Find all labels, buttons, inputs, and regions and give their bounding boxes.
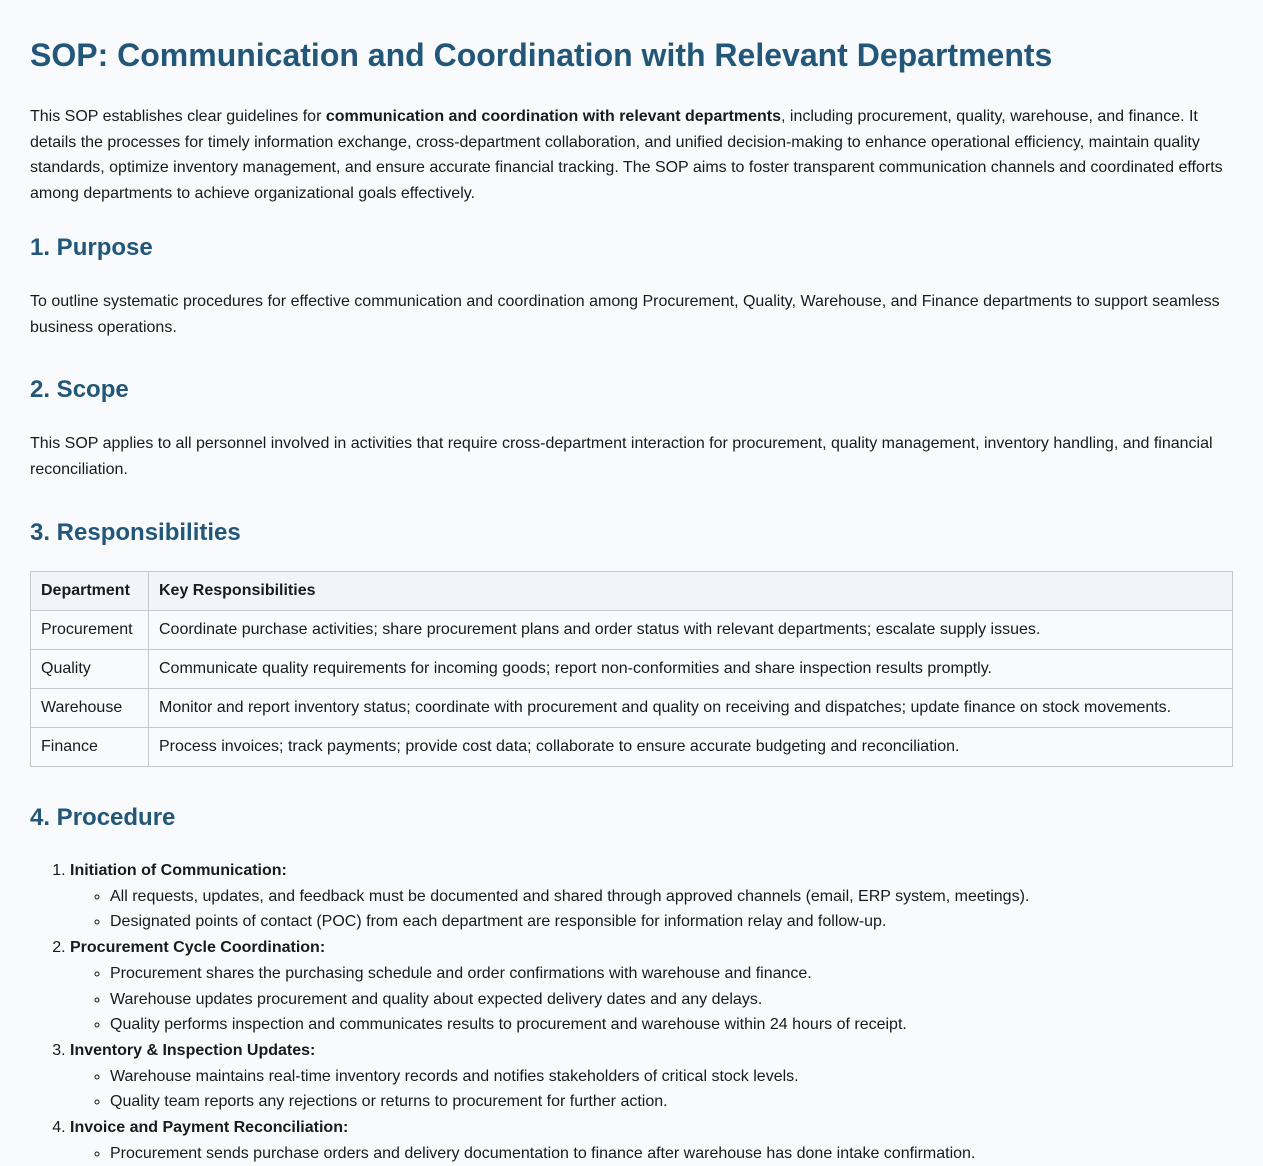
department-cell: Procurement <box>31 611 149 650</box>
table-row <box>31 728 1233 767</box>
list-item: ◦ Procurement shares the purchasing schedule and order confirmations with warehouse and finance. <box>110 961 1233 987</box>
step-title: Inventory & Inspection Updates: <box>70 1041 316 1059</box>
table-header-row <box>31 572 1233 611</box>
step-title: Procurement Cycle Coordination: <box>70 939 326 957</box>
procedure-steps-list <box>30 858 1233 1166</box>
column-header-key-responsibilities: Key Responsibilities <box>149 572 1233 611</box>
list-item: ◦ All requests, updates, and feedback must be documented and shared through approved channels (email, ERP system, meetings). <box>110 884 1233 910</box>
intro-text-bold: communication and coordination with relevant departments <box>325 108 782 125</box>
step-items-list <box>70 1064 1233 1115</box>
responsibility-cell: Communicate quality requirements for incoming goods; report non-conformities and share inspection results promptly. <box>149 650 1233 689</box>
responsibility-cell: Process invoices; track payments; provide cost data; collaborate to ensure accurate budgeting and reconciliation. <box>149 728 1233 767</box>
intro-text-after: , including procurement, quality, warehouse, and finance. It details the processes for timely information exchange, cross-department collaboration, and unified decision-making to enhance operational efficiency, maintain quality standards, optimize inventory management, and ensure accurate financial tracking. The SOP aims to foster transparent communication channels and coordinated efforts among departments to achieve organizational goals effectively. <box>30 108 1223 202</box>
department-cell: Quality <box>31 650 149 689</box>
purpose-heading: 1. Purpose <box>30 234 153 261</box>
page-title: SOP: Communication and Coordination with Relevant Departments <box>30 37 1053 73</box>
scope-heading: 2. Scope <box>30 376 129 403</box>
purpose-text: To outline systematic procedures for effective communication and coordination among Procurement, Quality, Warehouse, and Finance departments to support seamless business operations. <box>30 293 1220 336</box>
table-row <box>31 689 1233 728</box>
procedure-step <box>70 858 1233 935</box>
responsibilities-heading: 3. Responsibilities <box>30 519 241 546</box>
list-item: ◦ Quality performs inspection and communicates results to procurement and warehouse within 24 hours of receipt. <box>110 1012 1233 1038</box>
table-row <box>31 650 1233 689</box>
intro-text-before: This SOP establishes clear guidelines for <box>30 108 326 125</box>
department-cell: Warehouse <box>31 689 149 728</box>
step-items-list <box>70 884 1233 935</box>
list-item: ◦ Warehouse updates procurement and quality about expected delivery dates and any delays. <box>110 987 1233 1013</box>
step-title: Invoice and Payment Reconciliation: <box>70 1119 349 1137</box>
procedure-step <box>70 935 1233 1038</box>
step-title: Initiation of Communication: <box>70 862 287 879</box>
step-items-list <box>70 961 1233 1038</box>
table-row <box>31 611 1233 650</box>
procedure-heading: 4. Procedure <box>30 804 176 831</box>
procedure-step <box>70 1115 1233 1166</box>
intro-paragraph <box>30 104 1233 206</box>
column-header-department: Department <box>31 572 149 611</box>
responsibility-cell: Coordinate purchase activities; share procurement plans and order status with relevant departments; escalate supply issues. <box>149 611 1233 650</box>
responsibility-cell: Monitor and report inventory status; coordinate with procurement and quality on receiving and dispatches; update finance on stock movements. <box>149 689 1233 728</box>
scope-text: This SOP applies to all personnel involved in activities that require cross-department interaction for procurement, quality management, inventory handling, and financial reconciliation. <box>30 435 1213 478</box>
step-items-list <box>70 1141 1233 1166</box>
procedure-step <box>70 1038 1233 1115</box>
list-item: ◦ Designated points of contact (POC) from each department are responsible for information relay and follow-up. <box>110 909 1233 935</box>
list-item: ◦ Procurement sends purchase orders and delivery documentation to finance after warehouse has done intake confirmation. <box>110 1141 1233 1166</box>
department-cell: Finance <box>31 728 149 767</box>
list-item: ◦ Warehouse maintains real-time inventory records and notifies stakeholders of critical stock levels. <box>110 1064 1233 1090</box>
responsibilities-table <box>30 571 1233 767</box>
list-item: ◦ Quality team reports any rejections or returns to procurement for further action. <box>110 1089 1233 1115</box>
